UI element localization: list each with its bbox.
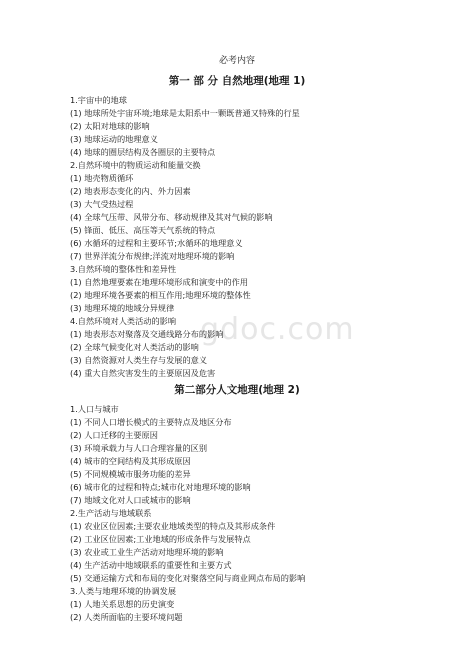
- list-item: (1) 人地关系思想的历史演变: [70, 599, 175, 609]
- list-item: (1) 自然地理要素在地理环境形成和演变中的作用: [70, 277, 248, 287]
- list-item: 3.自然环境的整体性和差异性: [70, 264, 177, 274]
- list-item: (2) 全球气候变化对人类活动的影响: [70, 342, 199, 352]
- list-item: (5) 交通运输方式和布局的变化对聚落空间与商业网点布局的影响: [70, 573, 306, 583]
- list-item: (4) 生产活动中地域联系的重要性和主要方式: [70, 560, 232, 570]
- list-item: (6) 城市化的过程和特点;城市化对地理环境的影响: [70, 482, 251, 492]
- list-item: (3) 地球运动的地理意义: [70, 134, 158, 144]
- list-item: (3) 地理环境的地域分异规律: [70, 303, 175, 313]
- list-item: (2) 人口迁移的主要原因: [70, 430, 158, 440]
- watermark: gdoc.com: [200, 312, 355, 347]
- list-item: (2) 人类所面临的主要环境问题: [70, 612, 183, 622]
- list-item: (4) 重大自然灾害发生的主要原因及危害: [70, 368, 216, 378]
- list-item: 2.自然环境中的物质运动和能量交换: [70, 160, 201, 170]
- list-item: (3) 农业或工业生产活动对地理环境的影响: [70, 547, 224, 557]
- list-item: (4) 城市的空间结构及其形成原因: [70, 456, 191, 466]
- list-item: (2) 地表形态变化的内、外力因素: [70, 186, 191, 196]
- list-item: (1) 地表形态对聚落及交通线路分布的影响: [70, 329, 224, 339]
- list-item: (7) 世界洋流分布规律;洋流对地理环境的影响: [70, 251, 235, 261]
- document-title: 必考内容: [218, 56, 255, 66]
- list-item: (2) 地理环境各要素的相互作用;地理环境的整体性: [70, 290, 251, 300]
- list-item: 4.自然环境对人类活动的影响: [70, 316, 177, 326]
- list-item: 1.人口与城市: [70, 404, 119, 414]
- list-item: (5) 不同规模城市服务功能的差异: [70, 469, 191, 479]
- list-item: (3) 环境承载力与人口合理容量的区别: [70, 443, 208, 453]
- list-item: (2) 工业区位因素;工业地域的形成条件与发展特点: [70, 534, 251, 544]
- list-item: (3) 大气受热过程: [70, 199, 134, 209]
- list-item: (2) 太阳对地球的影响: [70, 121, 150, 131]
- list-item: 3.人类与地理环境的协调发展: [70, 586, 177, 596]
- list-item: (7) 地域文化对人口或城市的影响: [70, 495, 191, 505]
- list-item: (6) 水循环的过程和主要环节;水循环的地理意义: [70, 238, 243, 248]
- list-item: 2.生产活动与地域联系: [70, 508, 152, 518]
- list-item: (1) 农业区位因素;主要农业地域类型的特点及其形成条件: [70, 521, 276, 531]
- list-item: (4) 全球气压带、风带分布、移动规律及其对气候的影响: [70, 212, 273, 222]
- list-item: (5) 锋面、低压、高压等天气系统的特点: [70, 225, 216, 235]
- list-item: 1.宇宙中的地球: [70, 95, 127, 105]
- list-item: (1) 地壳物质循环: [70, 173, 134, 183]
- part1-heading: 第一 部 分 自然地理(地理 1): [168, 75, 306, 87]
- list-item: (1) 不同人口增长模式的主要特点及地区分布: [70, 417, 232, 427]
- list-item: (1) 地球所处宇宙环境;地球是太阳系中一颗既普通又特殊的行星: [70, 108, 300, 118]
- list-item: (4) 地球的圈层结构及各圈层的主要特点: [70, 147, 216, 157]
- list-item: (3) 自然资源对人类生存与发展的意义: [70, 355, 208, 365]
- part2-heading: 第二部分人文地理(地理 2): [174, 384, 300, 396]
